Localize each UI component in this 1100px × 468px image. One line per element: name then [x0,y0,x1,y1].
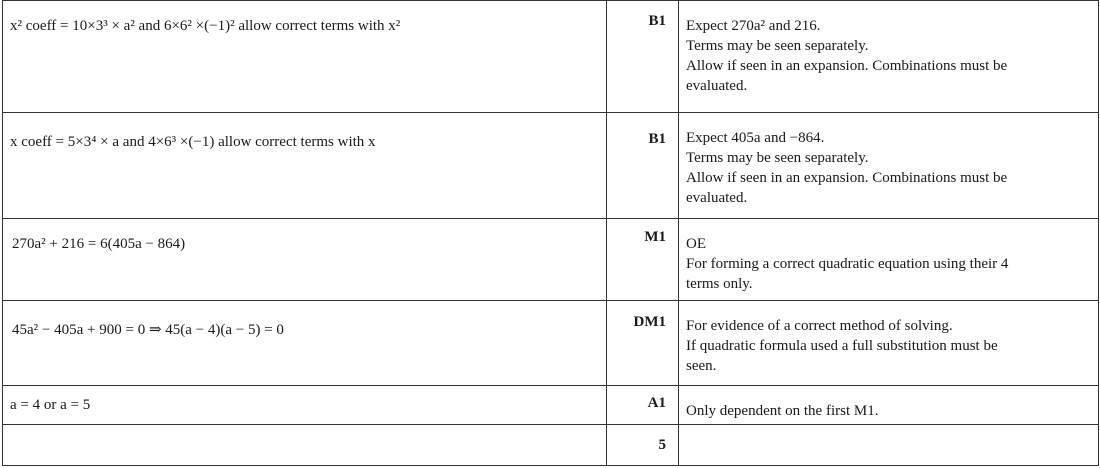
working-cell [3,386,607,425]
guidance-line: Expect 405a and −864. [686,130,825,146]
table-row [3,386,1099,425]
working-cell [3,1,607,113]
mark-cell [607,219,679,301]
working-text: a = 4 or a = 5 [10,397,91,413]
guidance-line: Allow if seen in an expansion. Combinations must be [686,170,1008,186]
mark-cell [607,301,679,386]
working-cell [3,113,607,219]
guidance-cell [679,219,1099,301]
mark-cell [607,386,679,425]
table-row [3,113,1099,219]
guidance-line: seen. [686,358,717,374]
table-row [3,425,1099,466]
guidance-line: Terms may be seen separately. [686,38,869,54]
guidance-line: For evidence of a correct method of solving. [686,318,953,334]
working-text: x² coeff = 10×3³ × a² and 6×6² ×(−1)² allow correct terms with x² [10,18,401,34]
mark-label: A1 [647,395,666,411]
mark-cell [607,425,679,466]
mark-label: M1 [644,229,666,245]
guidance-line: evaluated. [686,190,748,206]
guidance-cell [679,425,1099,466]
working-cell [3,301,607,386]
guidance-cell [679,386,1099,425]
table-row [3,301,1099,386]
working-cell [3,219,607,301]
guidance-line: If quadratic formula used a full substitution must be [686,338,998,354]
guidance-line: For forming a correct quadratic equation using their 4 [686,256,1009,272]
guidance-cell [679,301,1099,386]
mark-label: B1 [648,13,666,29]
mark-scheme-table [2,0,1099,466]
mark-label: DM1 [633,314,666,330]
guidance-line: OE [686,236,706,252]
working-text: x coeff = 5×3⁴ × a and 4×6³ ×(−1) allow correct terms with x [10,134,376,150]
mark-label: B1 [648,131,666,147]
guidance-line: Expect 270a² and 216. [686,18,821,34]
guidance-line: Allow if seen in an expansion. Combinations must be [686,58,1008,74]
guidance-cell [679,113,1099,219]
guidance-line: Only dependent on the first M1. [686,403,879,419]
table-row [3,1,1099,113]
working-text: 270a² + 216 = 6(405a − 864) [12,236,186,252]
working-cell [3,425,607,466]
guidance-line: terms only. [686,276,753,292]
guidance-line: Terms may be seen separately. [686,150,869,166]
table-row [3,219,1099,301]
mark-cell [607,113,679,219]
total-mark-label: 5 [658,437,666,453]
mark-cell [607,1,679,113]
working-text: 45a² − 405a + 900 = 0 ⇒ 45(a − 4)(a − 5) = 0 [12,322,284,338]
guidance-cell [679,1,1099,113]
guidance-line: evaluated. [686,78,748,94]
